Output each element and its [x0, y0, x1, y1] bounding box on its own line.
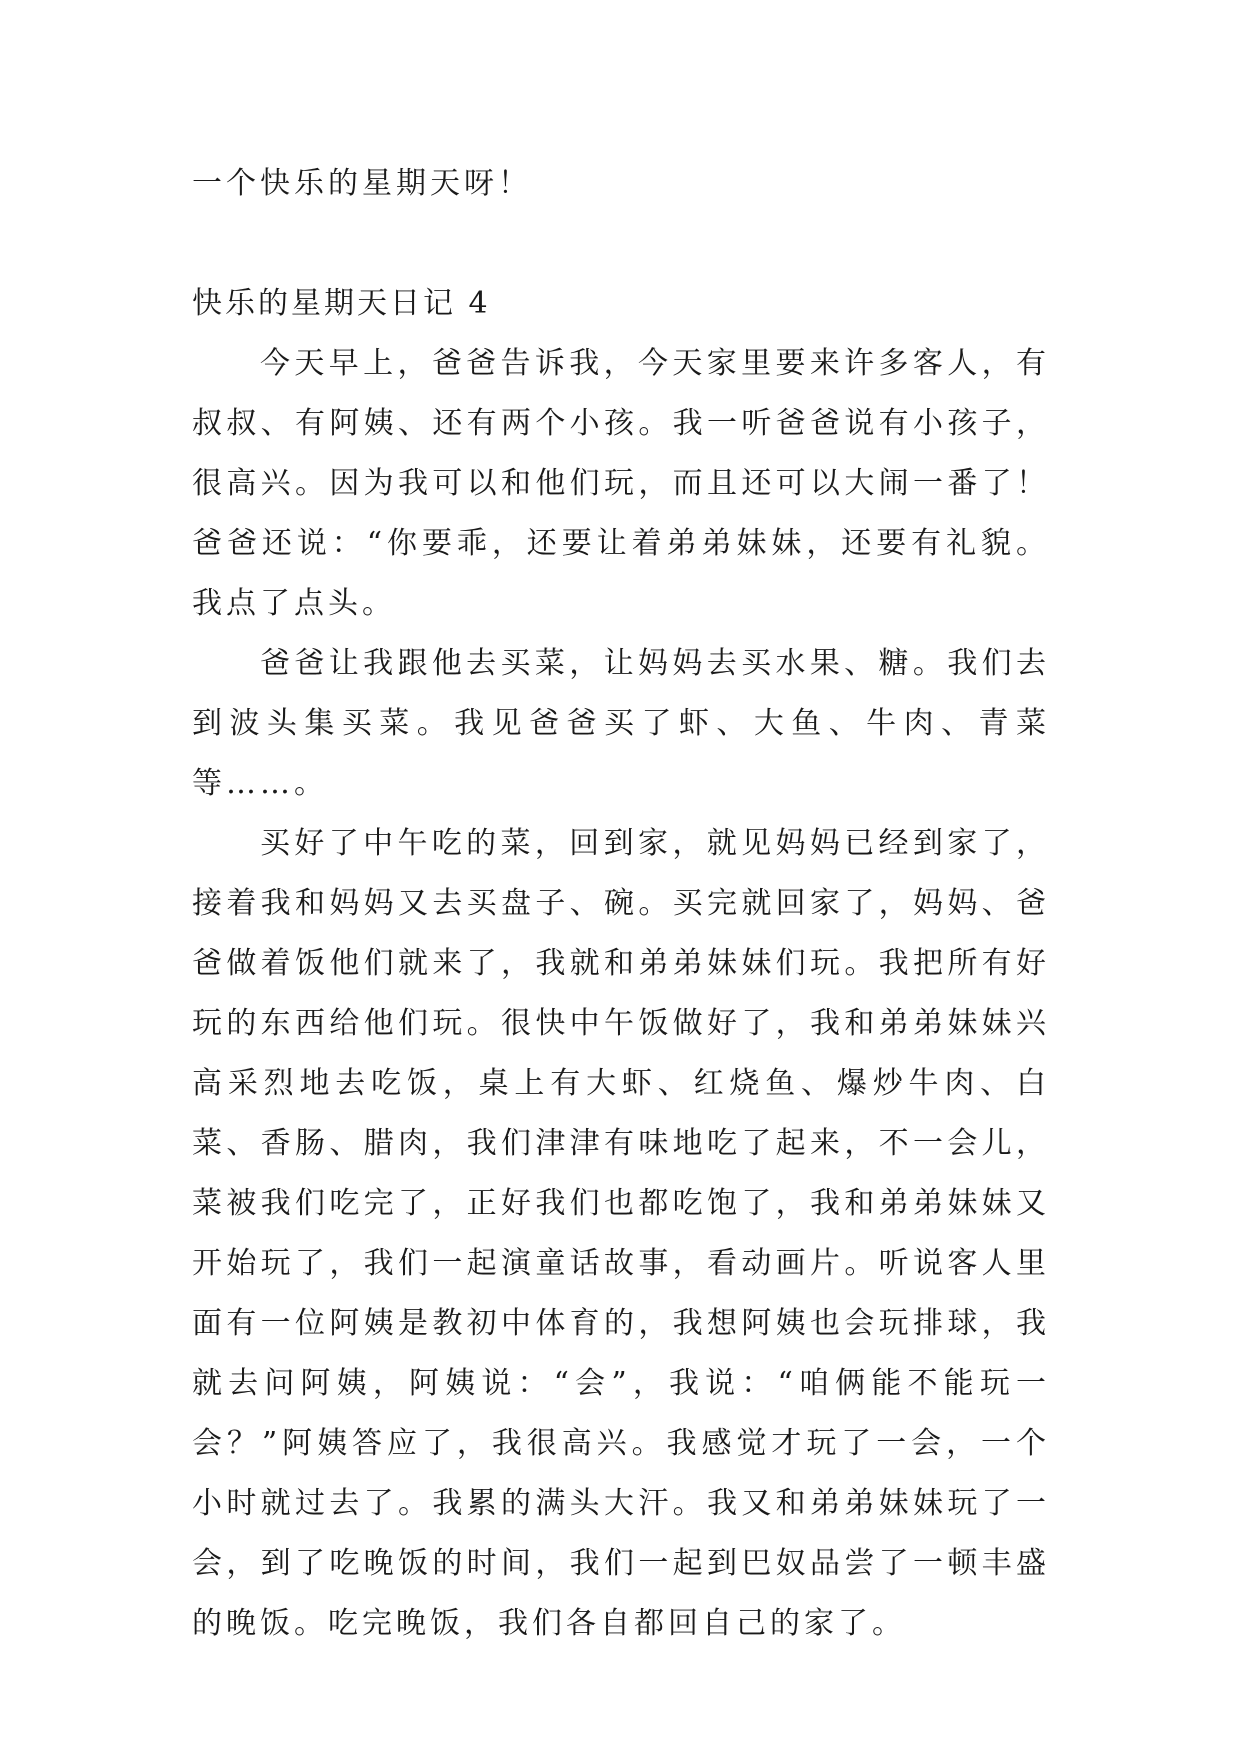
- diary-body: [192, 334, 1050, 1654]
- diary-title: 快乐的星期天日记 4: [192, 286, 491, 321]
- closing-line: 一个快乐的星期天呀！: [192, 166, 532, 201]
- paragraph: 买好了中午吃的菜，回到家，就见妈妈已经到家了，接着我和妈妈又去买盘子、碗。买完就回家了，妈妈、爸爸做着饭他们就来了，我就和弟弟妹妹们玩。我把所有好玩的东西给他们玩。很快中午饭做好了，我和弟弟妹妹兴高采烈地去吃饭，桌上有大虾、红烧鱼、爆炒牛肉、白菜、香肠、腊肉，我们津津有味地吃了起来，不一会儿，菜被我们吃完了，正好我们也都吃饱了，我和弟弟妹妹又开始玩了，我们一起演童话故事，看动画片。听说客人里面有一位阿姨是教初中体育的，我想阿姨也会玩排球，我就去问阿姨，阿姨说：“会”，我说：“咱俩能不能玩一会？”阿姨答应了，我很高兴。我感觉才玩了一会，一个小时就过去了。我累的满头大汗。我又和弟弟妹妹玩了一会，到了吃晚饭的时间，我们一起到巴奴品尝了一顿丰盛的晚饭。吃完晚饭，我们各自都回自己的家了。: [192, 826, 1050, 1641]
- paragraph: 爸爸让我跟他去买菜，让妈妈去买水果、糖。我们去到波头集买菜。我见爸爸买了虾、大鱼、牛肉、青菜等……。: [192, 646, 1050, 801]
- paragraph: 今天早上，爸爸告诉我，今天家里要来许多客人，有叔叔、有阿姨、还有两个小孩。我一听爸爸说有小孩子，很高兴。因为我可以和他们玩，而且还可以大闹一番了！爸爸还说：“你要乖，还要让着弟弟妹妹，还要有礼貌。我点了点头。: [192, 346, 1050, 621]
